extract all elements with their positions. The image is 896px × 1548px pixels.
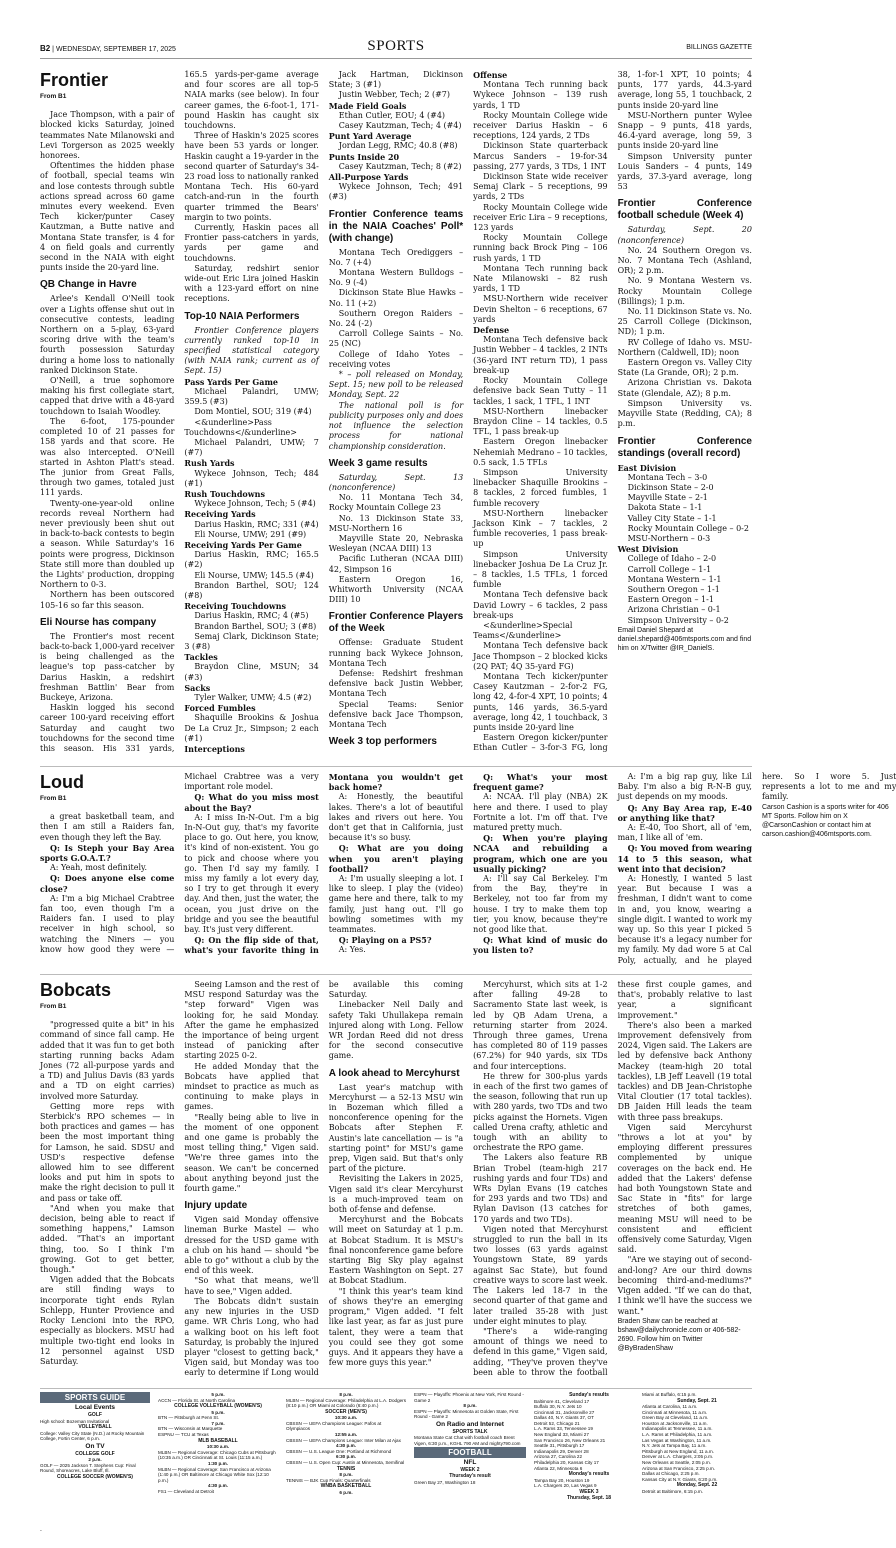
perf-line: <&underline>Special Teams</&underline> xyxy=(473,620,573,641)
guide-line: ACCN — Florida St. at North Carolina xyxy=(158,1397,236,1403)
stat-line: Wykece Johnson, Tech; 484 (#1) xyxy=(184,468,319,488)
stat-line: Wykece Johnson, Tech; 5 (#4) xyxy=(194,499,316,509)
stat-heading: Interceptions xyxy=(184,744,245,754)
schedule-line: Eastern Oregon vs. Valley City State (La Grande, OR); 2 p.m. xyxy=(617,358,752,378)
subheading: Eli Nourse has company xyxy=(40,616,157,628)
answer: A: Yeah, most definitely. xyxy=(50,863,148,873)
guide-line: CBSSN — U.S. League One: Portland at Richmond xyxy=(286,1448,392,1454)
note: The national poll is for publicity purposes only and does not influence the selection process for national championship consideration. xyxy=(328,400,464,451)
guide-line: Seattle 31, Pittsburgh 17 xyxy=(534,1443,585,1449)
paragraph: Currently, Haskin paces all Frontier pass-catchers in yards, yards per game and touchdowns. xyxy=(184,223,319,263)
paragraph: He added Monday that the Bobcats have applied that mindset to practice as much as continuing to make plays in games. xyxy=(184,1061,319,1112)
guide-time: 4:30 p.m. xyxy=(336,1443,356,1449)
result-line: Eastern Oregon 16, Whitworth University (NCAA DIII) 10 xyxy=(328,574,464,605)
guide-subheading: VOLLEYBALL xyxy=(78,1424,112,1431)
guide-line: Arizona at San Francisco, 2:25 p.m. xyxy=(642,1465,716,1471)
perf-line: Montana Tech running back Wykece Johnson – 139 rush yards, 1 TD xyxy=(473,80,608,110)
divider xyxy=(40,766,752,767)
stat-line: Semaj Clark, Dickinson State; 3 (#8) xyxy=(184,631,319,651)
poll-line: Montana Western Bulldogs – No. 9 (-4) xyxy=(328,268,464,288)
standing-line: Simpson University – 0-2 xyxy=(627,615,729,625)
schedule-line: Arizona Christian vs. Dakota State (Glendale, AZ); 8 p.m. xyxy=(617,378,752,398)
guide-subheading: COLLEGE SOCCER (WOMEN'S) xyxy=(57,1474,133,1481)
standing-line: Eastern Oregon – 1-1 xyxy=(627,595,714,605)
subheading: Week 3 top performers xyxy=(328,736,437,748)
guide-line: Cincinnati 31, Jacksonville 27 xyxy=(534,1409,595,1415)
paragraph: Mercyhurst and the Bobcats will meet on Saturday at 1 p.m. at Bobcat Stadium. It is MSU's final nonconference game before starting Big Sky play against Eastern Washington on Sept. 27 at Bobcat Stadium. xyxy=(328,1215,464,1286)
guide-subheading: Sunday, Sept. 21 xyxy=(677,1397,717,1404)
guide-time: 4:30 p.m. xyxy=(208,1483,228,1489)
guide-line: Atlanta 22, Minnesota 6 xyxy=(534,1465,583,1471)
division-heading: East Division xyxy=(617,462,677,473)
answer: A: E-40, Too Short, all of 'em, man, I like all of 'em. xyxy=(617,823,752,843)
paragraph: Haskin logged his second career 100-yard receiving effort Saturday and caught two touchdowns for the second time this season. His 331 yards, 165.5 yards-per-game average and four scores are all top-5 NAIA marks (see below). In four career games, the 6-foot-1, 171-pound Haskin has caught six touchdowns. xyxy=(40,70,319,753)
paragraph: "And when you make that decision, being able to react if something happens," Lamson added. "That's an important thing, too. So I think I'm growing. Got to get better, though." xyxy=(40,1203,175,1275)
perf-line: Simpson University punter Louis Sanders – 4 punts, 149 yards, 37.3-yard average, long 53 xyxy=(617,151,752,192)
guide-column xyxy=(414,1392,526,1510)
standing-line: Southern Oregon – 1-1 xyxy=(627,584,720,594)
guide-line: CBSSN — UEFA Champions League: Inter Milan at Ajax xyxy=(286,1437,401,1443)
answer: A: I miss In-N-Out. I'm a big In-N-Out guy, that's my favorite place to go. Out here, you know, it's kind of non-existent. You go to pick and choose where you go. Then I'd say my family. I miss my family a lot every day, so I try to get through it every day. And then, just the water, the ocean, you just drive on the bridge and you see the beautiful bay. It's just very different. xyxy=(184,812,319,935)
page-mark: . xyxy=(40,1526,42,1533)
subheading: A look ahead to Mercyhurst xyxy=(328,1067,460,1079)
guide-line: Detroit at Baltimore, 6:15 p.m. xyxy=(642,1488,704,1494)
poll-line: Montana Tech Orediggers – No. 7 (+4) xyxy=(328,247,464,267)
stat-line: Darius Haskin, RMC; 4 (#5) xyxy=(194,611,309,621)
schedule-line: No. 11 Dickinson State vs. No. 25 Carroll College (Dickinson, ND); 1 p.m. xyxy=(617,307,752,337)
page-date: WEDNESDAY, SEPTEMBER 17, 2025 xyxy=(55,46,176,53)
paragraph: The 6-foot, 175-pounder completed 10 of 21 passes for 158 yards and that score. He was also intercepted. O'Neill started in Ashton Platt's stead. The junior from Great Falls, through two games, totaled just 111 yards. xyxy=(40,416,175,498)
perf-line: Montana Tech kicker/punter Casey Kautzman – 2-for-2 FG, long 42, 4-for-4 XPT, 10 points; 4 punts, 146 yards, 36.5-yard average, long 42, 1 touchback, 3 punts inside 20-yard line xyxy=(473,671,608,732)
stat-heading: All-Purpose Yards xyxy=(328,172,409,183)
guide-subheading: SOCCER (MEN'S) xyxy=(325,1408,367,1415)
stat-heading: Made Field Goals xyxy=(328,100,407,111)
section-title: SPORTS xyxy=(367,38,425,54)
guide-line: MLBN — Regional Coverage: Chicago Cubs at Pittsburgh (10:35 a.m.) OR Cincinnati at St. Louis (11:15 a.m.) xyxy=(158,1449,276,1461)
guide-line: Dallas 40, N.Y. Giants 37, OT xyxy=(534,1415,594,1421)
stat-line: Michael Palandri, UMW; 359.5 (#3) xyxy=(184,386,319,407)
guide-time: 2 p.m. xyxy=(88,1457,102,1463)
answer: A: Honestly, the beautiful lakes. There's a lot of beautiful lakes and rivers out here. You don't get that in California, just because it's so busy. xyxy=(328,792,464,843)
guide-column xyxy=(642,1392,752,1510)
stat-heading: Forced Fumbles xyxy=(184,703,256,714)
stat-line: Darius Haskin, RMC; 165.5 (#2) xyxy=(184,550,319,570)
guide-line: Tampa Bay 20, Houston 19 xyxy=(534,1477,590,1483)
perf-line: Eastern Oregon linebacker Nehemiah Medrano – 10 tackles, 0.5 sack, 1.5 TFLs xyxy=(473,437,608,467)
paragraph: Saturday, redshirt senior wide-out Eric Lira joined Haskin with a 123-yard effort on nine receptions. xyxy=(184,263,319,304)
guide-subheading: Monday's results xyxy=(568,1471,610,1478)
stat-heading: Pass Yards Per Game xyxy=(184,376,278,387)
stat-heading: Punt Yard Average xyxy=(328,131,412,142)
guide-time: 8 p.m. xyxy=(339,1472,353,1478)
jump-line: From B1 xyxy=(40,795,67,802)
guide-line: High school: Bozeman Invitational xyxy=(40,1418,110,1424)
subheading: Week 3 game results xyxy=(328,457,428,469)
note: * – poll released on Monday, Sept. 15; new poll to be released Monday, Sept. 22 xyxy=(328,370,464,400)
paragraph: Vigen said Monday offensive lineman Burke Mastel — who dressed for the USD game with a club on his hand — should "be able to go" without a club by the end of this week. xyxy=(184,1215,319,1276)
question: Q: What's your most frequent game? xyxy=(473,772,608,793)
jump-line: From B1 xyxy=(40,93,67,100)
guide-line: Philadelphia 20, Kansas City 17 xyxy=(534,1460,599,1466)
guide-line: Montana State Cat Chat with football coach Brent Vigen, 6:30 p.m., KGHL 790 AM and mighty790.com xyxy=(414,1435,521,1447)
divider xyxy=(40,1388,752,1389)
stat-line: Eli Nourse, UMW; 145.5 (#4) xyxy=(194,570,314,580)
article-headline: Frontier xyxy=(40,70,109,90)
paragraph: Northern has been outscored 105-16 so far this season. xyxy=(40,590,175,610)
answer: A: Honestly, I wanted 5 last year. But because I was a freshman, I didn't want to come in and, you know, wearing a single digit. I wanted to work my way up. So this year I picked 5 because it's a legacy number for my family. My dad wore 5 at Cal Poly, actually, and he played here. So I wore 5. Just represents a lot to me and my family. xyxy=(617,772,896,965)
page-header xyxy=(40,38,752,59)
paragraph: Getting more reps with Sterbick's RPO schemes — in both practices and games — has been the most important thing for Lamson, he said. SDSU and USD's respective defense allowed him to see different looks and put him in spots to make the right decision to pull it and pass or take off. xyxy=(40,1101,175,1203)
potw-line: Defense: Redshirt freshman defensive back Justin Webber, Montana Tech xyxy=(328,668,464,699)
poll-line: Dickinson State Blue Hawks – No. 11 (+2) xyxy=(328,288,464,308)
guide-line: MLBN — Regional Coverage: San Francisco at Arizona (1:40 p.m.) OR Baltimore at Chicago White Sox (12:10 p.m.) xyxy=(158,1466,271,1483)
perf-line: Montana Tech defensive back Justin Webber – 4 tackles, 2 INTs (36-yard INT return TD), 1 pass break-up xyxy=(473,335,608,375)
guide-line: CBSSN — U.S. Open Cup: Austin at Minnesota, Semifinal xyxy=(286,1460,405,1466)
question: Q: Playing on a PS5? xyxy=(338,935,432,946)
guide-subheading: Thursday's result xyxy=(449,1473,491,1480)
guide-subheading: COLLEGE GOLF xyxy=(75,1450,115,1457)
guide-subheading: GOLF xyxy=(88,1412,102,1418)
author-credit: Carson Cashion is a sports writer for 406 MT Sports. Follow him on X @CarsonCashion or contact him at carson.cashion@406mtsports.com. xyxy=(761,803,889,838)
paragraph: "So what that means, we'll have to see," Vigen added. xyxy=(184,1276,319,1296)
division-heading: West Division xyxy=(617,544,679,555)
guide-line: Buffalo 30, N.Y. Jets 10 xyxy=(534,1404,582,1410)
guide-line: MLBN — Regional Coverage: Philadelphia at L.A. Dodgers (8:10 p.m.) OR Miami at Colorado (6:40 p.m.) xyxy=(286,1397,407,1409)
perf-line: Simpson University linebacker Shaquille Brookins – 8 tackles, 2 forced fumbles, 1 fumble recovery xyxy=(473,467,608,508)
stat-line: Eli Nourse, UMW; 291 (#9) xyxy=(194,529,307,539)
stat-heading: Receiving Yards xyxy=(184,509,256,520)
guide-line: Arizona 27, Carolina 22 xyxy=(534,1454,583,1460)
perf-line: MSU-Northern linebacker Jackson Kink – 7 tackles, 2 fumble recoveries, 1 pass break-up xyxy=(473,508,608,549)
paragraph: Vigen added that the Bobcats are still finding ways to incorporate tight ends Rylan Schlepp, Hunter Provience and Rocky Lencioni into the RPO, especially as blockers. MSU had multiple two-tight end looks in 12 personnel against USD Saturday. xyxy=(40,1275,175,1366)
perf-line: Rocky Mountain College wide receiver Eric Lira – 9 receptions, 123 yards xyxy=(473,202,608,233)
perf-line: Montana Tech defensive back Jace Thompson – 2 blocked kicks (2Q PAT; 4Q 35-yard FG) xyxy=(473,641,608,671)
guide-column xyxy=(286,1392,406,1510)
standing-line: Dakota State – 1-1 xyxy=(627,503,703,513)
perf-line: Rocky Mountain College wide receiver Darius Haskin – 6 receptions, 124 yards, 2 TDs xyxy=(473,110,608,141)
question: Q: On the flip side of that, what's your favorite thing in Montana you wouldn't get back home? xyxy=(184,772,464,956)
schedule-line: No. 24 Southern Oregon vs. No. 7 Montana Tech (Ashland, OR); 2 p.m. xyxy=(617,245,752,276)
schedule-line: No. 9 Montana Western vs. Rocky Mountain College (Billings); 1 p.m. xyxy=(617,276,752,306)
stat-heading: Offense xyxy=(473,70,508,80)
guide-time: 12:55 a.m. xyxy=(334,1432,358,1438)
guide-column xyxy=(158,1392,278,1510)
guide-line: GOLF — 2025 Jackson T. Stephens Cup: Final Round, Shoreacres, Lake Bluff, Ill. xyxy=(40,1462,136,1474)
standing-line: Dickinson State – 2-0 xyxy=(627,482,714,492)
perf-line: MSU-Northern wide receiver Devin Shelton – 6 receptions, 67 yards xyxy=(473,294,608,324)
result-line: No. 13 Dickinson State 33, MSU-Northern 16 xyxy=(328,513,464,533)
standing-line: MSU-Northern – 0-3 xyxy=(627,533,711,543)
stat-heading: Defense xyxy=(473,325,510,336)
guide-subheading: Sunday's results xyxy=(569,1392,609,1398)
paragraph: Vigen said Mercyhurst "throws a lot at you" by employing different pressures complemented by unique coverages on the back end. He added that the Lakers' defense had both Youngstown State and Sac State in "fits" for large stretches of both games, meaning MSU will need to be consistent and efficient offensively come Saturday, Vigen said. xyxy=(617,1122,752,1255)
guide-line: College: Valley City State (N.D.) at Rocky Mountain College, Fortin Center, 6 p.m. xyxy=(40,1430,145,1442)
guide-line: L.A. Chargers 20, Las Vegas 9 xyxy=(534,1483,597,1489)
stat-line: Braydon Cline, MSUN; 34 (#3) xyxy=(184,662,319,682)
guide-time: 6 p.m. xyxy=(339,1489,353,1495)
guide-line: FS1 — Cleveland at Detroit xyxy=(158,1488,214,1494)
guide-heading: Local Events xyxy=(74,1404,116,1411)
subheading: Top-10 NAIA Performers xyxy=(184,310,300,322)
paragraph: Arlee's Kendall O'Neill took over a Lights offense shut out in consecutive contests, leading Northern on a 5-play, 63-yard scoring drive with the team's fourth possession Saturday during a home loss to nationally ranked Dickinson State. xyxy=(40,294,175,375)
answer: A: I'm a big Michael Crabtree fan too, even though I'm a Raiders fan. I used to play receiver in high school, so watching the Niners — you know how good they were — Michael Crabtree was a very important role model. xyxy=(40,772,319,954)
stat-heading: Receiving Touchdowns xyxy=(184,601,287,612)
perf-line: MSU-Northern punter Wylee Snapp – 9 punts, 418 yards, 46.4-yard average, long 59, 3 punts inside 20-yard line xyxy=(617,110,752,151)
note: Saturday, Sept. 20 (nonconference) xyxy=(617,225,752,245)
paragraph: O'Neill, a true sophomore making his first collegiate start, capped that drive with a 48-yard touchdown to Isaiah Woodley. xyxy=(40,376,175,416)
guide-subheading: WEEK 3 xyxy=(579,1488,599,1495)
guide-line: L.A. Rams at Philadelphia, 11 a.m. xyxy=(642,1432,713,1438)
guide-line: BTN — Pittsburgh at Penn St. xyxy=(158,1415,220,1421)
subheading: Frontier Conference teams in the NAIA Coaches' Poll* (with change) xyxy=(328,208,464,244)
guide-line: Green Bay 27, Washington 18 xyxy=(414,1479,476,1485)
guide-line: Kansas City at N.Y. Giants, 6:20 p.m. xyxy=(642,1476,718,1482)
result-line: No. 11 Montana Tech 34, Rocky Mountain College 23 xyxy=(328,493,464,513)
stat-line: <&underline>Pass Touchdowns</&underline> xyxy=(184,417,297,437)
guide-line: Denver at L.A. Chargers, 2:05 p.m. xyxy=(642,1454,714,1460)
stat-heading: Receiving Yards Per Game xyxy=(184,539,302,550)
frontier-article xyxy=(40,70,752,758)
stat-heading: Rush Touchdowns xyxy=(184,488,265,499)
guide-title: SPORTS GUIDE xyxy=(40,1392,150,1403)
paragraph: Linebacker Neil Daily and safety Taki Uhullakepa remain injured along with Long. Fellow WR Jordan Reed did not dress for the second consecutive game. xyxy=(328,1000,464,1061)
poll-line: College of Idaho Yotes – receiving votes xyxy=(328,349,464,369)
guide-line: Indianapolis 29, Denver 28 xyxy=(534,1448,589,1454)
paragraph: "Are we staying out of second-and-long? Are our third downs becoming third-and-mediums?" Vigen added. "If we can do that, I think we'll have the success we want." xyxy=(617,1255,752,1316)
paragraph: Vigen noted that Mercyhurst struggled to run the ball in its two losses (63 yards against Youngstown State, 89 yards against Sac State), but found creative ways to score last week. The Lakers led 18-7 in the second quarter of that game and later trailed 35-28 with just under eight minutes to play. xyxy=(473,1224,608,1326)
stat-line: Casey Kautzman, Tech; 8 (#2) xyxy=(338,161,462,171)
paragraph: There's also been a marked improvement defensively from 2024, Vigen said. The Lakers are led by defensive back Anthony Mackey (team-high 20 total tackles), LB Jeff Leavell (19 total tackles) and DB Jean-Christophe Vital Cloutier (17 total tackles). DB Jaiden Hill leads the team with three pass breakups. xyxy=(617,1020,752,1122)
question: Q: What do you miss most about the Bay? xyxy=(184,792,319,813)
question: Q: What kind of music do you listen to? xyxy=(473,935,608,956)
guide-time: 10:30 a.m. xyxy=(206,1444,230,1450)
guide-time: 5 p.m. xyxy=(211,1392,225,1397)
subheading: Frontier Conference standings (overall record) xyxy=(617,435,752,459)
question: Q: Any Bay Area rap, E-40 or anything like that? xyxy=(617,802,752,823)
perf-line: Dickinson State wide receiver Semaj Clark – 5 receptions, 99 yards, 2 TDs xyxy=(473,172,608,202)
guide-heading: On Radio and Internet xyxy=(436,1420,504,1428)
paragraph: "There's a wide-ranging amount of things we need to defend in this game," Vigen said, adding, "They've proven they've been able to throw the football these first couple games, and that's, probably relative to last year, a significant improvement." xyxy=(473,980,752,1377)
author-credit: Email Daniel Shepard at daniel.shepard@406mtsports.com and find him on X/Twitter @IR_DanielS. xyxy=(617,626,752,652)
paragraph: "I think this year's team kind of shows they're an emerging program," Vigen added. "I felt like last year, as far as just pure talent, they were a team that you could see they got some guys. And it appears they have a few more guys this year." xyxy=(328,1286,464,1368)
question: Q: When you're playing NCAA and rebuilding a program, which one are you usually picking? xyxy=(473,833,608,874)
paragraph: Revisiting the Lakers in 2025, Vigen said it's clear Mercyhurst is a much-improved team on both of-fense and defense. xyxy=(328,1174,464,1215)
note: Frontier Conference players currently ranked top-10 in specified statistical category (with NAIA rank; current as of Sept. 15) xyxy=(184,325,319,376)
subheading: Injury update xyxy=(184,1200,248,1212)
guide-line: New England 33, Miami 27 xyxy=(534,1432,589,1438)
guide-line: ESPN — Playoffs: Phoenix at New York, First Round - Game 2 xyxy=(414,1392,524,1403)
stat-heading: Tackles xyxy=(184,652,218,663)
question: Q: You moved from wearing 14 to 5 this season, what went into that decision? xyxy=(617,843,752,874)
results-list xyxy=(534,1399,644,1472)
guide-line: ESPNU — TCU at Texas xyxy=(158,1432,209,1438)
guide-subheading: TENNIS xyxy=(336,1465,356,1472)
stat-line: Brandon Barthel, SOU; 3 (#8) xyxy=(194,621,317,631)
article-headline: Loud xyxy=(40,772,84,792)
stat-heading: Sacks xyxy=(184,682,211,693)
stat-line: Darius Haskin, RMC; 331 (#4) xyxy=(194,519,319,529)
potw-line: Special Teams: Senior defensive back Jace Thompson, Montana Tech xyxy=(328,699,464,729)
perf-line: Montana Tech running back Nate Milanowski – 82 rush yards, 1 TD xyxy=(473,263,608,294)
guide-line: N.Y. Jets at Tampa Bay, 11 a.m. xyxy=(642,1443,707,1449)
guide-time: 6:30 p.m. xyxy=(336,1454,356,1460)
author-credit: Braden Shaw can be reached at bshaw@dailychronicle.com or 406-582-2690. Follow him on Twitter @ByBradenShaw xyxy=(617,1317,741,1352)
guide-time: 5 p.m. xyxy=(211,1409,225,1415)
guide-time: 1:30 p.m. xyxy=(208,1460,228,1466)
result-line: Pacific Lutheran (NCAA DIII) 42, Simpson 16 xyxy=(328,554,464,574)
paragraph: Three of Haskin's 2025 scores have been 53 yards or longer. Haskin caught a 19-yarder in the second quarter of Saturday's 34-23 road loss to nationally ranked Montana Tech. His 60-yard catch-and-run in the fourth quarter trimmed the Bears' margin to two points. xyxy=(184,131,319,222)
perf-line: Rocky Mountain College defensive back Sean Tutty – 11 tackles, 1 sack, 1 TFL, 1 INT xyxy=(473,376,608,406)
perf-line: MSU-Northern linebacker Braydon Cline – 14 tackles, 0.5 TFL, 1 pass break-up xyxy=(473,406,608,437)
perf-line: Dickinson State quarterback Marcus Sanders – 19-for-34 passing, 277 yards, 3 TDs, 1 INT xyxy=(473,141,608,171)
paragraph: "Really being able to live in the moment of one opponent and one game is probably the most telling thing," Vigen said. "We're three games into the season. We can't be concerned about anything beyond just the fourth game." xyxy=(184,1112,319,1194)
paragraph: a great basketball team, and then I am still a Raiders fan, even though they left the Bay. xyxy=(40,812,175,842)
schedule-line: RV College of Idaho vs. MSU-Northern (Caldwell, ID); noon xyxy=(617,337,752,357)
guide-subheading: Thursday, Sept. 18 xyxy=(566,1495,612,1502)
standing-line: Montana Tech – 3-0 xyxy=(627,472,708,482)
guide-line: Dallas at Chicago, 2:25 p.m. xyxy=(642,1471,700,1477)
paragraph: The Bobcats didn't sustain any new injuries in the USD game. WR Chris Long, who had a walking boot on his left foot Saturday, is probably the injured player "closest to getting back," Vigen said, but Monday was too early to determine if Long would be available this coming Saturday. xyxy=(184,980,464,1378)
question: Q: What are you doing when you aren't playing football? xyxy=(328,843,464,874)
guide-subheading: MLB BASEBALL xyxy=(198,1437,238,1444)
answer: A: I'm usually sleeping a lot. I like to sleep. I play the (video) game here and there, talk to my family, just hang out. I'll go bowling sometimes with my teammates. xyxy=(328,874,464,935)
guide-line: San Francisco 26, New Orleans 21 xyxy=(534,1437,606,1443)
guide-line: ESPN — Playoffs: Minnesota at Golden State, First Round - Game 2 xyxy=(414,1408,519,1420)
guide-time: 8 p.m. xyxy=(463,1403,477,1409)
page-number: B2 xyxy=(40,44,51,53)
guide-line: L.A. Rams 33, Tennessee 19 xyxy=(534,1426,593,1432)
poll-line: Southern Oregon Raiders – No. 24 (-2) xyxy=(328,308,464,329)
answer: A: NCAA. I'll play (NBA) 2K here and there. I used to play Fortnite a lot. I'm off that. I've matured pretty much. xyxy=(473,792,608,833)
stat-line: Shaquille Brookins & Joshua De La Cruz Jr., Simpson; 2 each (#1) xyxy=(184,713,319,743)
stat-line: Brandon Barthel, SOU; 124 (#8) xyxy=(184,580,319,600)
guide-line: Indianapolis at Tennessee, 11 a.m. xyxy=(642,1426,713,1432)
guide-subheading: WNBA BASKETBALL xyxy=(320,1483,372,1490)
poll-line: Carroll College Saints – No. 25 (NC) xyxy=(328,329,464,349)
standing-line: Mayville State – 2-1 xyxy=(627,493,708,503)
paragraph: "progressed quite a bit" in his command of since fall camp. He added that it was fun to get both starting running backs Adam Jones (72 all-purpose yards and a TD) and Julius Davis (83 yards and a TD on eight carries) involved more Saturday. xyxy=(40,1020,175,1101)
loud-article xyxy=(40,772,896,968)
answer: A: Yes. xyxy=(338,945,366,955)
guide-column xyxy=(40,1392,150,1510)
stat-line: Michael Palandri, UMW; 7 (#7) xyxy=(184,437,319,458)
guide-line: Houston at Jacksonville, 11 a.m. xyxy=(642,1420,708,1426)
stat-line: Wykece Johnson, Tech; 491 (#3) xyxy=(328,182,464,202)
paragraph: Twenty-one-year-old online records reveal Northern had never previously been shut out in back-to-back contests to begin a season. While Saturday's 16 points were progress, Dickinson State still more than doubled up the Lights' production, dropping Northern to 0-3. xyxy=(40,498,175,590)
standing-line: Montana Western – 1-1 xyxy=(627,574,722,584)
subheading: Frontier Conference football schedule (Week 4) xyxy=(617,198,752,222)
guide-heading: On TV xyxy=(85,1442,105,1450)
guide-subheading: WEEK 2 xyxy=(460,1466,480,1473)
guide-line: Atlanta at Carolina, 11 a.m. xyxy=(642,1404,698,1410)
paragraph: Last year's matchup with Mercyhurst — a 52-13 MSU win in Bozeman which filled a nonconference opening for the Bobcats after Stephen F. Austin's late cancellation — is "a starting point" for MSU's game prep, Vigen said. But that's only part of the picture. xyxy=(328,1082,464,1174)
paragraph: He threw for 300-plus yards in each of the first two games of the season, following that run up with 280 yards, two TDs and two picks against the Hornets. Vigen called Urena crafty, athletic and tough with an ability to orchestrate the RPO game. xyxy=(473,1071,608,1153)
result-line: Mayville State 20, Nebraska Wesleyan (NCAA DIII) 13 xyxy=(328,533,464,554)
question: Q: Does anyone else come close? xyxy=(40,873,175,894)
stat-line: Dom Montiel, SOU; 319 (#4) xyxy=(194,407,312,417)
paragraph: Oftentimes the hidden phase of football, special teams win and lose contests through subtle actions spread across 60 game minutes every weekend. Even Tech kicker/punter Casey Kautzman, a Butte native and Montana State transfer, is 4 for 4 on field goals and currently second in the NAIA with eight punts inside the 20-yard line. xyxy=(40,161,175,273)
paper-name: BILLINGS GAZETTE xyxy=(686,44,752,51)
results-list xyxy=(534,1478,644,1489)
standing-line: College of Idaho – 2-0 xyxy=(627,554,717,564)
stat-line: Ethan Cutler, EOU; 4 (#4) xyxy=(338,110,446,120)
guide-column xyxy=(534,1392,644,1510)
guide-line: New Orleans at Seattle, 2:05 p.m. xyxy=(642,1460,711,1466)
guide-line: Cincinnati at Minnesota, 11 a.m. xyxy=(642,1409,708,1415)
answer: A: I'm a big rap guy, like Lil Baby. I'm also a big R-N-B guy, just depends on my moods. xyxy=(617,772,752,802)
stat-line: Justin Webber, Tech; 2 (#7) xyxy=(338,90,451,100)
potw-line: Offense: Graduate Student running back Wykece Johnson, Montana Tech xyxy=(328,638,464,668)
paragraph: The Frontier's most recent back-to-back 1,000-yard receiver is being challenged as the league's top pass-catcher by Darius Haskin, a redshirt freshman Battlin' Bear from Buckeye, Arizona. xyxy=(40,631,175,702)
subheading: Frontier Conference Players of the Week xyxy=(328,611,464,635)
stat-line: Jordan Legg, RMC; 40.8 (#8) xyxy=(338,141,458,151)
football-bar: FOOTBALL xyxy=(414,1447,526,1458)
guide-subheading: SPORTS TALK xyxy=(452,1428,488,1435)
guide-time: 8 p.m. xyxy=(339,1392,353,1397)
perf-line: Simpson University linebacker Joshua De La Cruz Jr. – 8 tackles, 1.5 TFLs, 1 forced fumble xyxy=(473,549,608,590)
perf-line: Rocky Mountain College running back Brock Ping – 106 rush yards, 1 TD xyxy=(473,233,608,263)
schedule-list xyxy=(642,1404,752,1482)
guide-line: Baltimore 41, Cleveland 17 xyxy=(534,1398,590,1404)
bobcats-article xyxy=(40,980,752,1382)
guide-line: TENNIS — BJK Cup Finals: Quarterfinals xyxy=(286,1477,371,1483)
standing-line: Arizona Christian – 0-1 xyxy=(627,605,721,615)
stat-line: Tyler Walker, UMW; 4.5 (#2) xyxy=(194,692,312,702)
schedule-line: Simpson University vs. Mayville State (Redding, CA); 8 p.m. xyxy=(617,398,752,429)
stat-line: Jack Hartman, Dickinson State; 3 (#1) xyxy=(328,70,464,90)
stat-heading: Rush Yards xyxy=(184,458,235,469)
guide-subheading: COLLEGE VOLLEYBALL (WOMEN'S) xyxy=(174,1403,262,1410)
guide-line: CBSSN — UEFA Champions League: Pafos at Olympiacos xyxy=(286,1420,382,1432)
perf-line: Montana Tech defensive back David Lowry – 6 tackles, 2 pass break-ups xyxy=(473,590,608,620)
guide-heading: NFL xyxy=(463,1458,477,1466)
divider xyxy=(40,974,752,975)
paragraph: Jace Thompson, with a pair of blocked kicks Saturday, joined teammates Nate Milanowski and Levi Torgerson as 2025 weekly honorees. xyxy=(40,110,175,161)
stat-heading: Punts Inside 20 xyxy=(328,151,400,162)
jump-line: From B1 xyxy=(40,1003,67,1010)
standing-line: Valley City State – 1-1 xyxy=(627,513,717,523)
standing-line: Rocky Mountain College – 0-2 xyxy=(627,523,749,533)
answer: A: I'll say Cal Berkeley. I'm from the Bay, they're in Berkeley, not too far from my house. I try to make them top tier, you know, because they're not good like that. xyxy=(473,874,608,935)
standing-line: Carroll College – 1-1 xyxy=(627,564,712,574)
guide-line: Detroit 52, Chicago 21 xyxy=(534,1420,580,1426)
sports-guide xyxy=(40,1392,752,1512)
guide-subheading: Monday, Sept. 22 xyxy=(676,1482,718,1489)
article-headline: Bobcats xyxy=(40,980,112,1000)
guide-line: Miami at Buffalo, 6:15 p.m. xyxy=(642,1392,697,1397)
paragraph: Seeing Lamson and the rest of MSU respond Saturday was the "step forward" Vigen was looking for, he said Monday. After the game he emphasized the importance of being urgent instead of panicking after starting 2025 0-2. xyxy=(184,980,319,1061)
guide-line: Pittsburgh at New England, 11 a.m. xyxy=(642,1448,714,1454)
page-folio: B2 | WEDNESDAY, SEPTEMBER 17, 2025 xyxy=(40,44,176,53)
subheading: QB Change in Havre xyxy=(40,279,137,291)
stat-line: Casey Kautzman, Tech; 4 (#4) xyxy=(338,121,462,131)
note: Saturday, Sept. 13 (nonconference) xyxy=(328,472,464,492)
guide-line: Green Bay at Cleveland, 11 a.m. xyxy=(642,1415,709,1421)
guide-line: Las Vegas at Washington, 11 a.m. xyxy=(642,1437,712,1443)
question: Q: Is Steph your Bay Area sports G.O.A.T.? xyxy=(40,842,175,864)
perf-line: Eastern Oregon kicker/punter Ethan Cutler – 3-for-3 FG, long 38, 1-for-1 XPT, 10 points; 4 punts, 177 yards, 44.3-yard average, long 55, 1 touchback, 2 punts inside 20-yard line xyxy=(473,70,752,753)
paragraph: The Lakers also feature RB Brian Trobel (team-high 217 rushing yards and four TDs) and WRs Dylan Evans (19 catches for 293 yards and two TDs) and Rylan Davison (13 catches for 170 yards and two TDs). xyxy=(473,1153,608,1224)
guide-time: 10:30 a.m. xyxy=(334,1415,358,1421)
paragraph: Mercyhurst, which sits at 1-2 after falling 49-28 to Sacramento State last week, is led by QB Adam Urena, a returning starter from 2024. Through three games, Urena has completed 80 of 119 passes (67.2%) for 940 yards, six TDs and four interceptions. xyxy=(473,980,608,1071)
guide-line: BTN — Wisconsin at Marquette xyxy=(158,1426,223,1432)
guide-time: 7 p.m. xyxy=(211,1420,225,1426)
